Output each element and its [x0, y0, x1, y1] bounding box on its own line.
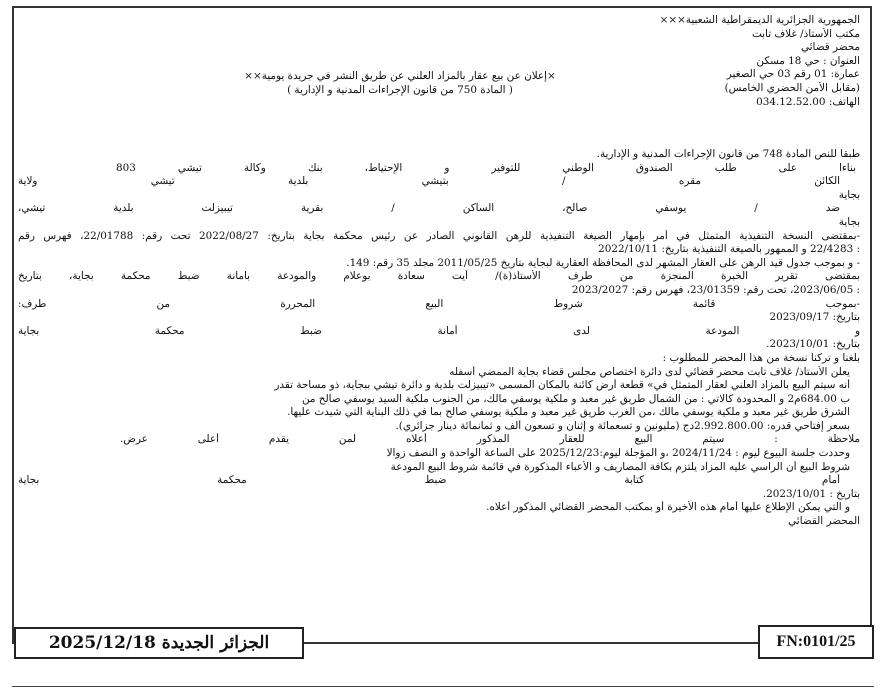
announcement-section [18, 366, 860, 529]
body-line: بلغنا و تركنا نسخة من هذا المحضر للمطلوب : [662, 351, 860, 364]
file-number: FN:0101/25 [776, 633, 856, 650]
announcement-line: و التي يمكن الإطلاع عليها أمام هذه الأخيرة أو بمكتب المحضر القضائي المذكور أعلاه. [486, 501, 850, 514]
body-line: : 22/4283 و الممهور بالصيغة التنفيذية بتاريخ: 2022/10/11 [598, 243, 860, 256]
body-line: ضد / يوسفي صالح، الساكن / بقرية تيبيزلت بلدية تيشي، [18, 202, 840, 215]
body-line: بجاية [838, 188, 860, 201]
auction-date-line: وحددت جلسة البيوع ليوم : 2024/11/24 ،و المؤجلة ليوم:2025/12/23 على الساعة الواحدة و النصف زوالا [386, 447, 850, 460]
announcement-line: ب 684.00م2 و المحدودة كالاتي : من الشمال طريق غير معبد و ملكية يوسفي مالك، من الجنوب ملكية السيد يوسفي صالح من [301, 392, 850, 405]
note-line: ملاحظة : سيتم البيع للعقار المذكور أعلاه لمن يقدم أعلى عرض. [120, 433, 860, 446]
sale-conditions-line: شروط البيع أن الراسي عليه المزاد يلتزم بكافة المصاريف و الأعباء المذكورة في قائمة شروط البيع المودعة [390, 460, 850, 473]
phone-number: 034.12.52.00 [756, 95, 826, 108]
body-line: بتاريخ: 2023/10/01. [766, 338, 860, 351]
next-page-edge [12, 686, 874, 687]
announcement-line: بتاريخ : 2023/10/01. [762, 487, 860, 500]
office-building: عمارة: 01 رقم 03 حي الصغير [726, 68, 860, 81]
office-landmark: (مقابل الأمن الحضري الخامس) [724, 81, 860, 94]
document-body [18, 148, 860, 366]
office-name: مكتب الأستاذ/ غلاف تابت [751, 27, 860, 40]
newspaper-name: الجزائر الجديدة [161, 633, 270, 653]
body-line: - و بموجب جدول قيد الرهن على العقار المشهر لدى المحافظة العقارية لبجاية بتاريخ 2011/05/25 مجلد 35 رقم: 149. [346, 256, 860, 269]
legal-notice-document [18, 14, 860, 529]
document-header [18, 14, 860, 136]
body-line: بمقتضى تقرير الخبرة المنجزة من طرف الأستاذ(ة)/ أيت سعادة بوعلام والمودعة بأمانة ضبط محكمة بجاية، بتاريخ [18, 270, 860, 283]
file-number-box [758, 625, 874, 659]
announcement-line: أنه سيتم البيع بالمزاد العلني لعقار المتمثل في» قطعة أرض كائنة بالمكان المسمى «تيبيزلت بلدية و دائرة تيشي ببجاية، ذو مساحة تقدر [274, 379, 850, 392]
body-line: -بموجب قائمة شروط البيع المحررة من طرف: [18, 297, 860, 310]
republic-heading: الجمهورية الجزائرية الديمقراطية الشعبية××× [659, 14, 860, 26]
body-line: بتاريخ: 2023/09/17 [769, 311, 860, 324]
body-line: : 2023/06/05، تحت رقم: 23/01359، فهرس رقم: 2023/2027 [571, 283, 860, 296]
office-role: محضر قضائي [800, 41, 860, 54]
body-line: و المودعة لدى أمانة ضبط محكمة بجاية [18, 324, 860, 337]
body-line: بناءا على طلب الصندوق الوطني للتوفير و الإحتياط، بنك وكالة تيشي 803 [116, 161, 856, 174]
notice-article: ( المادة 750 من قانون الإجراءات المدنية و الإدارية ) [287, 83, 513, 96]
body-line: -بمقتضى النسخة التنفيذية المتمثل في أمر بإمهار الصيغة التنفيذية للرهن القانوني الصادر عن رئيس محكمة بجاية بتاريخ: 2022/08/27 تحت رقم: 22/01788، فهرس رقم [18, 229, 860, 242]
announcement-line: الشرق طريق غير معبد و ملكية يوسفي مالك ،من الغرب طريق غير معبد و ملكية يوسفي صالح بما في ذلك البناية التي شيدت عليها. [287, 406, 850, 419]
body-line: طبقا للنص المادة 748 من قانون الإجراءات المدنية و الإدارية. [596, 148, 860, 160]
newspaper-date-box [14, 627, 304, 659]
announcement-line: يعلن الأستاذ/ غلاف تابت محضر قضائي لدى دائرة اختصاص مجلس قضاء بجاية الممضي أسفله [449, 365, 850, 378]
publication-date: 2025/12/18 [48, 633, 156, 653]
signature-line: المحضر القضائي [788, 515, 860, 528]
notice-title-block [240, 70, 560, 97]
body-line: بجاية [838, 215, 860, 228]
office-phone [500, 96, 860, 110]
office-address: العنوان : حي 18 مسكن [756, 54, 860, 67]
notice-title: ×إعلان عن بيع عقار بالمزاد العلني عن طريق النشر في جريدة يومية×× [244, 70, 556, 82]
announcement-line: أمام كتابة ضبط محكمة بجاية [18, 474, 840, 487]
body-line: الكائن مقره / بتيشي بلدية تيشي ولاية [18, 175, 840, 188]
phone-label: الهاتف: [828, 95, 860, 108]
opening-price-line: بسعر إفتاحي قدره: 2.992.800.00دج (مليونين و تسعمائة و إثنان و تسعون ألف و ثمانمائة دينار جزائري). [395, 419, 850, 432]
